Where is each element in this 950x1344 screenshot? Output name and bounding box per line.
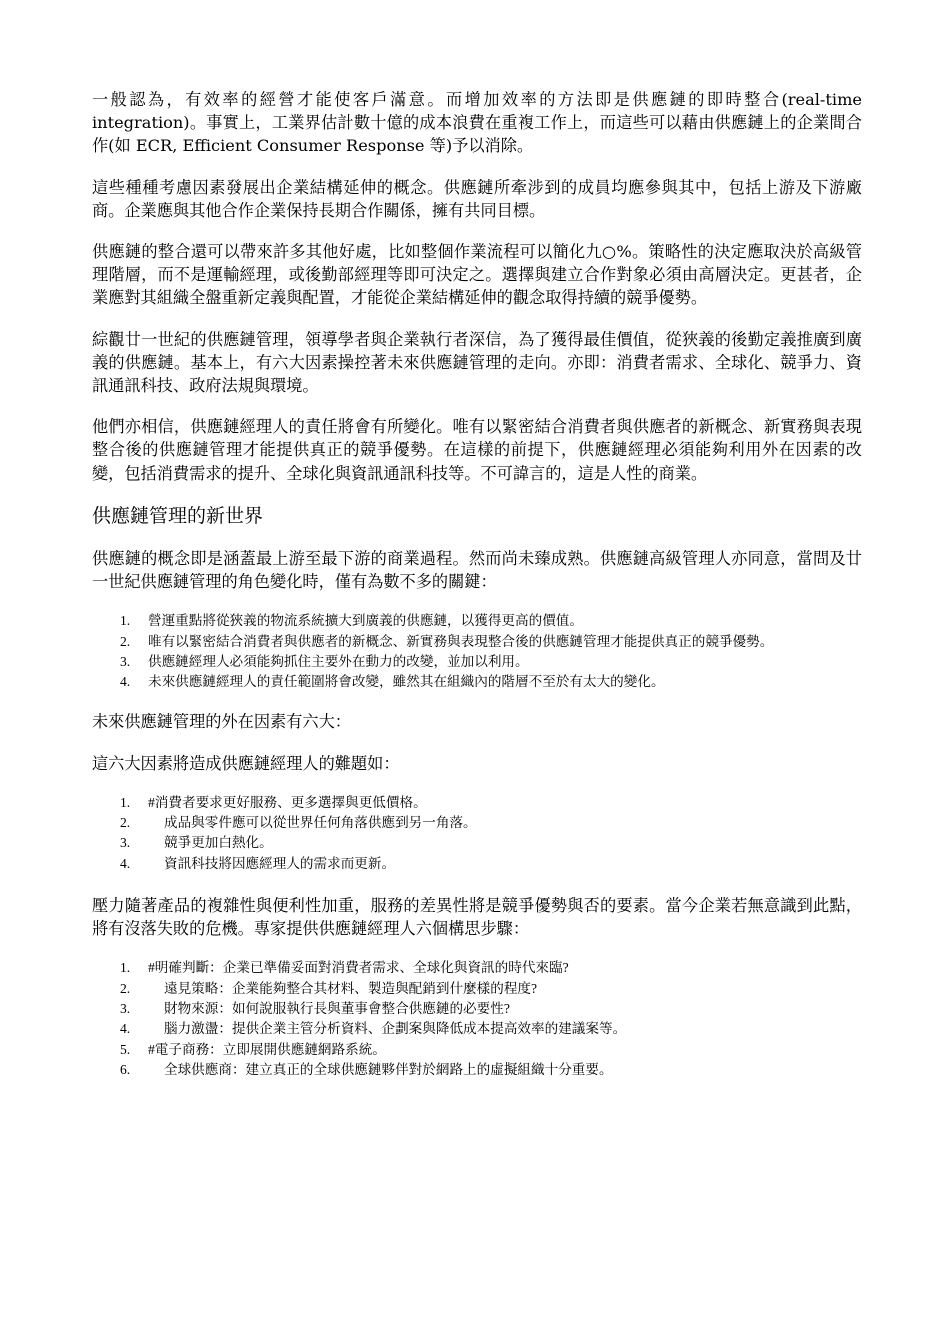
list-number: 3.: [120, 1001, 131, 1017]
list-number: 5.: [120, 1041, 131, 1057]
list-text: 供應鏈經理人必須能夠抓住主要外在動力的改變，並加以利用。: [148, 653, 529, 669]
list-item: [92, 979, 862, 999]
paragraph-integration-benefits: 供應鏈的整合還可以帶來許多其他好處，比如整個作業流程可以簡化九○%。策略性的決定應取決於高級管理階層，而不是運輸經理，或後勤部經理等即可決定之。選擇與建立合作對象必須由高層決定。更甚者，企業應對其組織全盤重新定義與配置，才能從企業結構延伸的觀念取得持續的競爭優勢。: [92, 242, 862, 308]
list-number: 4.: [120, 855, 131, 871]
paragraph-supply-chain-concept: 供應鏈的概念即是涵蓋最上游至最下游的商業過程。然而尚未臻成熟。供應鏈高級管理人亦同意，當問及廿一世紀供應鏈管理的角色變化時，僅有為數不多的關鍵：: [92, 548, 862, 592]
list-number: 1.: [120, 960, 131, 976]
list-number: 1.: [120, 794, 131, 810]
list-text: 資訊科技將因應經理人的需求而更新。: [164, 855, 396, 871]
paragraph-efficiency: 一般認為，有效率的經營才能使客戶滿意。而增加效率的方法即是供應鏈的即時整合(real-time integration)。事實上，工業界估計數十億的成本浪費在重複工作上，而這些可以藉由供應鏈上的企業間合作(如 ECR, Efficient Consumer Response 等)予以消除。: [92, 90, 862, 156]
document-body: [92, 88, 862, 1096]
list-number: 1.: [120, 613, 131, 629]
list-item: [92, 958, 862, 978]
list-text: 競爭更加白熱化。: [164, 835, 273, 851]
list-item: [92, 833, 862, 853]
list-number: 4.: [120, 1021, 131, 1037]
list-number: 2.: [120, 815, 131, 831]
list-number: 3.: [120, 653, 131, 669]
paragraph-six-factors: 未來供應鏈管理的外在因素有六大：: [92, 712, 351, 732]
list-number: 4.: [120, 674, 131, 690]
list-number: 2.: [120, 633, 131, 649]
list-text: 唯有以緊密結合消費者與供應者的新概念、新實務與表現整合後的供應鏈管理才能提供真正的競爭優勢。: [148, 633, 774, 649]
list-text: 全球供應商：建立真正的全球供應鏈夥伴對於網路上的虛擬組織十分重要。: [164, 1061, 613, 1077]
list-text: 腦力激盪：提供企業主管分析資料、企劃案與降低成本提高效率的建議案等。: [164, 1021, 627, 1037]
list-item: [92, 999, 862, 1019]
list-item: [92, 1040, 862, 1060]
paragraph-manager-responsibility: 他們亦相信，供應鏈經理人的責任將會有所變化。唯有以緊密結合消費者與供應者的新概念、新實務與表現整合後的供應鏈管理才能提供真正的競爭優勢。在這樣的前提下，供應鏈經理必須能夠利用外在因素的改變，包括消費需求的提升、全球化與資訊通訊科技等。不可諱言的，這是人性的商業。: [92, 417, 862, 483]
list-item: [92, 793, 862, 813]
list-item: [92, 652, 862, 672]
paragraph-pressure: 壓力隨著產品的複雜性與便利性加重，服務的差異性將是競爭優勢與否的要素。當今企業若無意識到此點，將有沒落失敗的危機。專家提供供應鏈經理人六個構思步驟：: [92, 896, 862, 939]
list-text: #電子商務：立即展開供應鏈網路系統。: [148, 1041, 386, 1057]
list-item: [92, 1060, 862, 1080]
list-text: 成品與零件應可以從世界任何角落供應到另一角落。: [164, 815, 477, 831]
list-item: [92, 1019, 862, 1039]
list-item: [92, 611, 862, 631]
key-changes-list: [92, 611, 862, 692]
section-heading: 供應鏈管理的新世界: [92, 504, 264, 527]
list-number: 6.: [120, 1061, 131, 1077]
list-item: [92, 854, 862, 874]
list-text: 未來供應鏈經理人的責任範圍將會改變，雖然其在組織內的階層不至於有太大的變化。: [148, 674, 665, 690]
paragraph-six-challenges: 這六大因素將造成供應鏈經理人的難題如：: [92, 753, 400, 773]
list-item: [92, 813, 862, 833]
list-number: 2.: [120, 980, 131, 996]
list-item: [92, 672, 862, 692]
list-text: 財物來源：如何說服執行長與董事會整合供應鏈的必要性?: [164, 1001, 510, 1017]
challenges-list: [92, 793, 862, 874]
steps-list: [92, 958, 862, 1080]
list-text: #消費者要求更好服務、更多選擇與更低價格。: [148, 794, 427, 810]
paragraph-21st-century-overview: 綜觀廿一世紀的供應鏈管理，領導學者與企業執行者深信，為了獲得最佳價值，從狹義的後勤定義推廣到廣義的供應鏈。基本上，有六大因素操控著未來供應鏈管理的走向。亦即：消費者需求、全球化、競爭力、資訊通訊科技、政府法規與環境。: [92, 329, 862, 396]
paragraph-extended-enterprise: 這些種種考慮因素發展出企業結構延伸的概念。供應鏈所牽涉到的成員均應參與其中，包括上游及下游廠商。企業應與其他合作企業保持長期合作關係，擁有共同目標。: [92, 177, 862, 220]
list-item: [92, 632, 862, 652]
list-text: #明確判斷：企業已準備妥面對消費者需求、全球化與資訊的時代來臨?: [148, 960, 569, 976]
list-text: 營運重點將從狹義的物流系統擴大到廣義的供應鏈，以獲得更高的價值。: [148, 613, 583, 629]
list-number: 3.: [120, 835, 131, 851]
list-text: 遠見策略：企業能夠整合其材料、製造與配銷到什麼樣的程度?: [164, 980, 538, 996]
